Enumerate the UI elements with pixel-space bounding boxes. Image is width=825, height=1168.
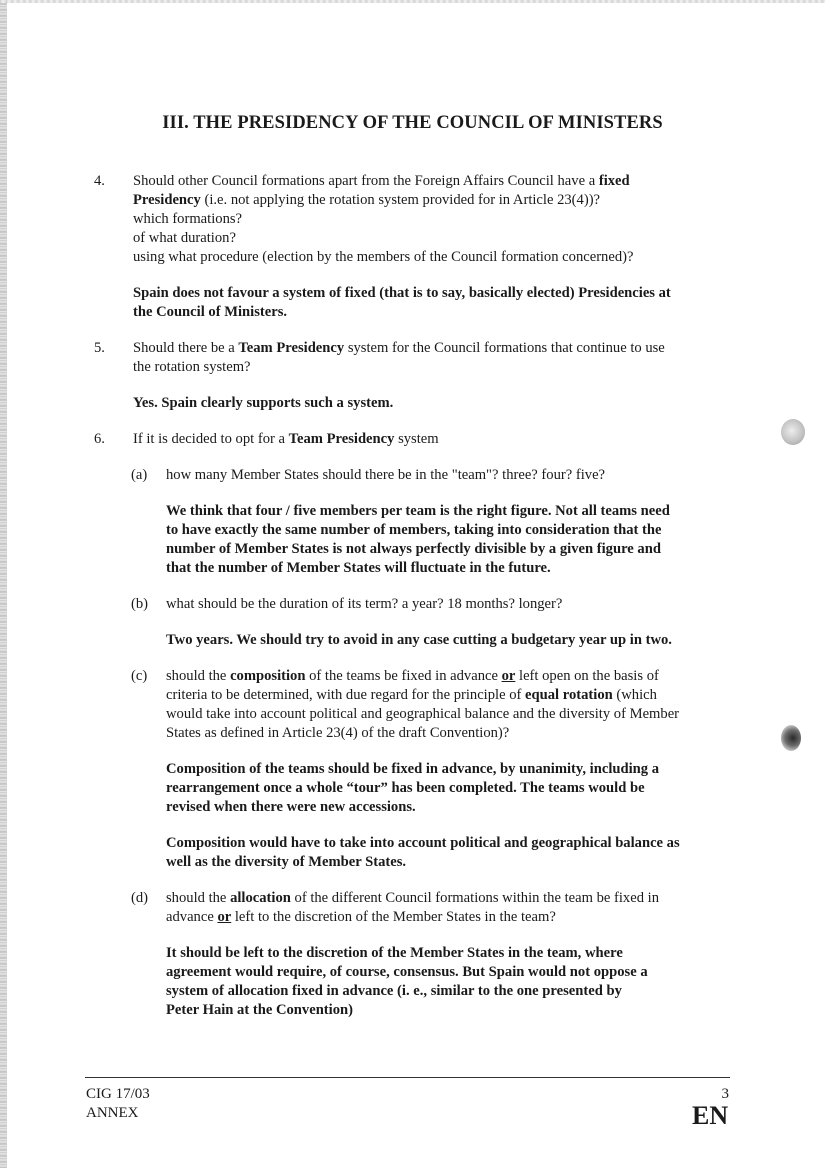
subquestion-label-b: (b): [131, 596, 149, 612]
answer-4-line-2: the Council of Ministers.: [133, 304, 288, 320]
answer-c2-line-1: Composition would have to take into account political and geographical balance as: [166, 835, 680, 851]
question-number-5: 5.: [94, 340, 105, 356]
section-heading: III. THE PRESIDENCY OF THE COUNCIL OF MINISTERS: [162, 113, 663, 133]
subquestion-label-c: (c): [131, 668, 148, 684]
subquestion-label-a: (a): [131, 467, 148, 483]
subquestion-c-line-4: States as defined in Article 23(4) of the draft Convention)?: [166, 725, 510, 741]
scan-edge-top: [0, 0, 825, 3]
question-number-6: 6.: [94, 431, 105, 447]
question-4-line-5: using what procedure (election by the members of the Council formation concerned)?: [133, 249, 634, 265]
answer-a-line-3: number of Member States is not always perfectly divisible by a given figure and: [166, 541, 661, 557]
question-5-line-2: the rotation system?: [133, 359, 251, 375]
punch-hole-mark: [781, 419, 805, 445]
answer-d-line-1: It should be left to the discretion of the Member States in the team, where: [166, 945, 623, 961]
scan-edge-left: [0, 0, 7, 1168]
answer-c2-line-2: well as the diversity of Member States.: [166, 854, 407, 870]
punch-hole-mark: [781, 725, 801, 751]
question-number-4: 4.: [94, 173, 105, 189]
answer-c1-line-3: revised when there were new accessions.: [166, 799, 416, 815]
question-6-intro: If it is decided to opt for a Team Presidency system: [133, 431, 439, 447]
answer-d-line-2: agreement would require, of course, consensus. But Spain would not oppose a: [166, 964, 648, 980]
subquestion-b: what should be the duration of its term? a year? 18 months? longer?: [166, 596, 563, 612]
question-4-line-3: which formations?: [133, 211, 243, 227]
annex-label: ANNEX: [86, 1105, 139, 1121]
answer-b: Two years. We should try to avoid in any case cutting a budgetary year up in two.: [166, 632, 672, 648]
subquestion-c-line-1: should the composition of the teams be fixed in advance or left open on the basis of: [166, 668, 659, 684]
answer-5: Yes. Spain clearly supports such a system.: [133, 395, 394, 411]
document-reference: CIG 17/03: [86, 1086, 150, 1102]
subquestion-d-line-1: should the allocation of the different Council formations within the team be fixed in: [166, 890, 660, 906]
answer-d-line-4: Peter Hain at the Convention): [166, 1002, 353, 1018]
answer-c1-line-1: Composition of the teams should be fixed in advance, by unanimity, including a: [166, 761, 660, 777]
question-5-line-1: Should there be a Team Presidency system for the Council formations that continue to use: [133, 340, 665, 356]
subquestion-label-d: (d): [131, 890, 149, 906]
answer-d-line-3: system of allocation fixed in advance (i. e., similar to the one presented by: [166, 983, 622, 999]
question-4-line-4: of what duration?: [133, 230, 236, 246]
answer-a-line-2: to have exactly the same number of members, taking into consideration that the: [166, 522, 662, 538]
answer-a-line-4: that the number of Member States will fluctuate in the future.: [166, 560, 551, 576]
footer-divider: [85, 1077, 730, 1078]
question-4-line-1: Should other Council formations apart from the Foreign Affairs Council have a fixed: [133, 173, 630, 189]
language-code: EN: [692, 1101, 729, 1130]
subquestion-d-line-2: advance or left to the discretion of the Member States in the team?: [166, 909, 556, 925]
answer-4-line-1: Spain does not favour a system of fixed (that is to say, basically elected) Presidencies at: [133, 285, 671, 301]
answer-a-line-1: We think that four / five members per team is the right figure. Not all teams need: [166, 503, 670, 519]
subquestion-c-line-3: would take into account political and geographical balance and the diversity of Member: [166, 706, 680, 722]
answer-c1-line-2: rearrangement once a whole “tour” has been completed. The teams would be: [166, 780, 645, 796]
page-number: 3: [721, 1086, 729, 1102]
subquestion-a: how many Member States should there be in the "team"? three? four? five?: [166, 467, 606, 483]
subquestion-c-line-2: criteria to be determined, with due regard for the principle of equal rotation (which: [166, 687, 657, 703]
question-4-line-2: Presidency (i.e. not applying the rotation system provided for in Article 23(4))?: [133, 192, 601, 208]
